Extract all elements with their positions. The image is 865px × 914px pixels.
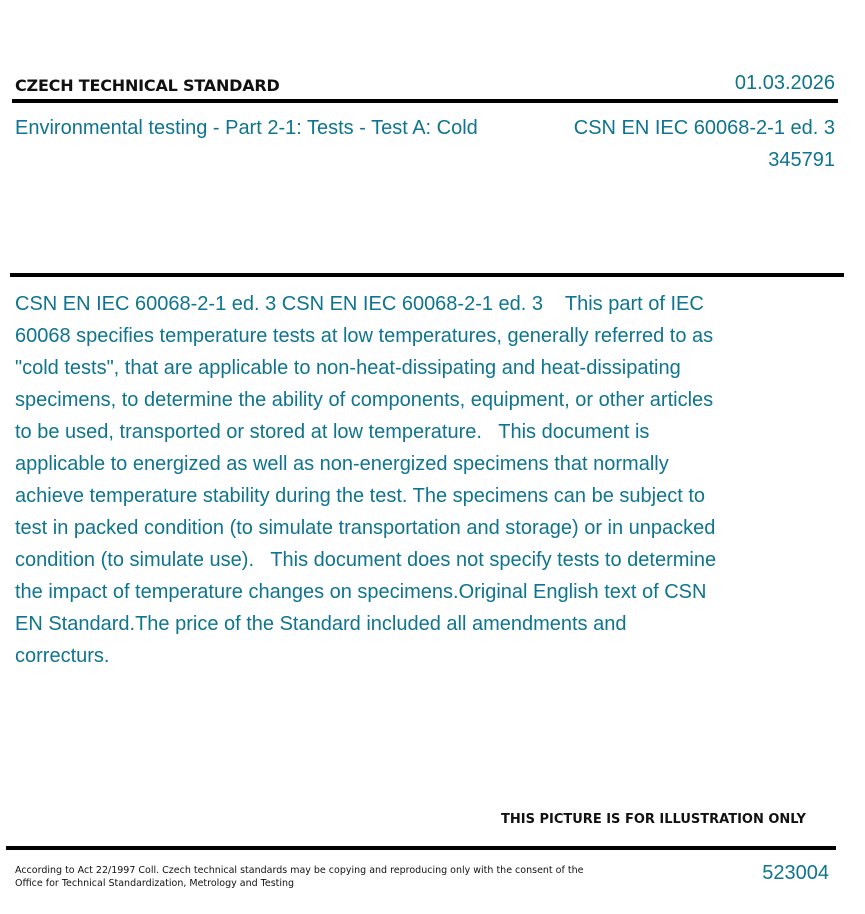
standard-description: CSN EN IEC 60068-2-1 ed. 3 CSN EN IEC 60068-2-1 ed. 3 This part of IEC 60068 specifies temperature tests at low temperatures, generally referred to as "cold tests", that are applicable to non-heat-dissipating and heat-dissipating specimens, to determine the ability of components, equipment, or other articles to be used, transported or stored at low temperature. This document is applicable to energized as well as non-energized specimens that normally achieve temperature stability during the test. The specimens can be subject to test in packed condition (to simulate transportation and storage) or in unpacked condition (to simulate use). This document does not specify tests to determine the impact of temperature changes on specimens.Original English text of CSN EN Standard.The price of the Standard included all amendments and correcturs. [15,293,722,667]
standard-number: CSN EN IEC 60068-2-1 ed. 3 [573,117,835,139]
section-divider [10,273,844,277]
publication-date: 01.03.2026 [734,72,835,94]
legal-notice: According to Act 22/1997 Coll. Czech technical standards may be copying and reproducing only with the consent of the Office for Technical Standardization, Metrology and Testing [15,865,584,889]
catalog-number: 345791 [768,149,835,171]
header-divider [12,99,838,103]
illustration-disclaimer: THIS PICTURE IS FOR ILLUSTRATION ONLY [501,812,806,827]
document-type-label: CZECH TECHNICAL STANDARD [15,76,280,95]
standard-title: Environmental testing - Part 2-1: Tests - Test A: Cold [15,117,478,139]
footer-code: 523004 [762,862,829,884]
footer-divider [6,846,836,850]
